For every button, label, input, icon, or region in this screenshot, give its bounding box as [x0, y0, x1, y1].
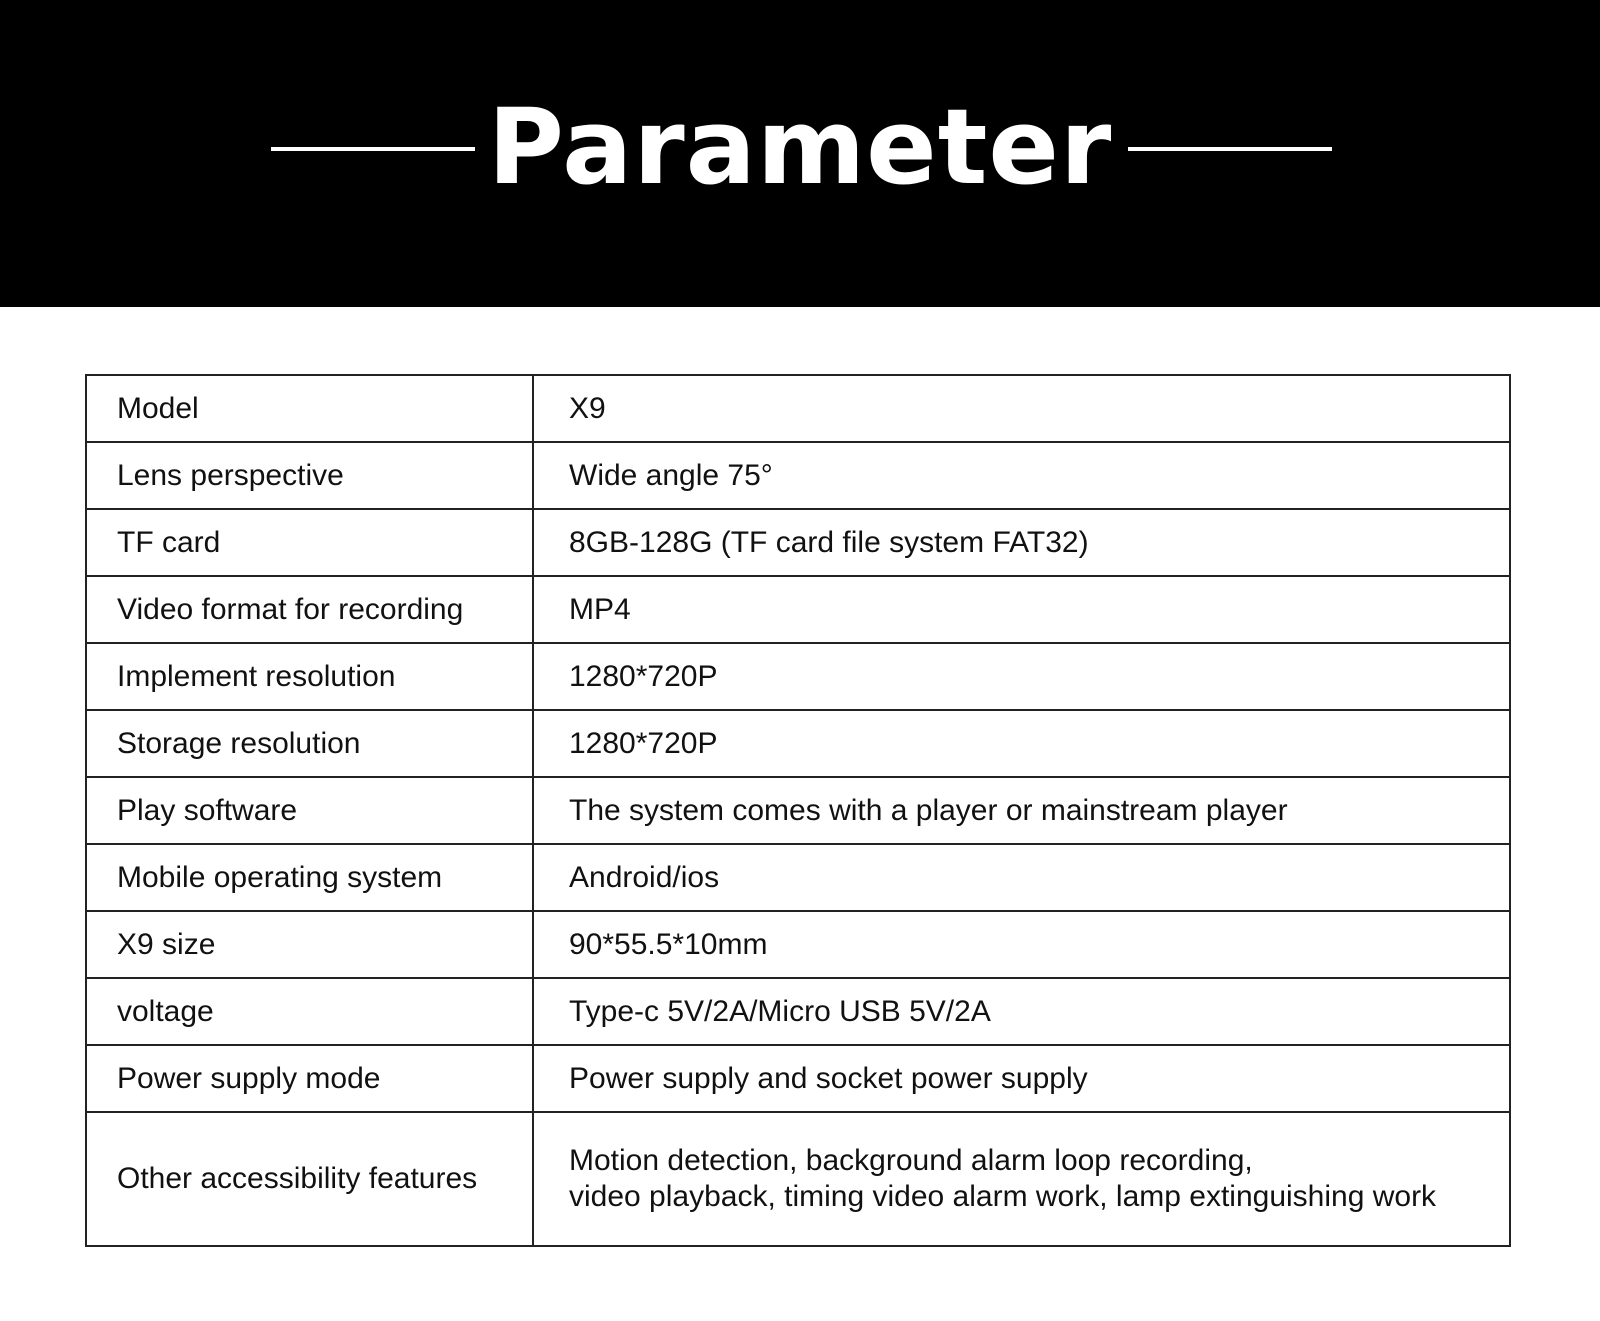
header-banner — [0, 0, 1600, 307]
param-value: Android/ios — [533, 844, 1510, 911]
param-name: Lens perspective — [86, 442, 533, 509]
title-divider-right — [1128, 147, 1332, 151]
param-value: 8GB-128G (TF card file system FAT32) — [533, 509, 1510, 576]
param-name: TF card — [86, 509, 533, 576]
table-row — [86, 911, 1510, 978]
param-value: 1280*720P — [533, 710, 1510, 777]
param-name: Model — [86, 375, 533, 442]
param-name: Storage resolution — [86, 710, 533, 777]
table-row — [86, 643, 1510, 710]
page-title: Parameter — [487, 86, 1113, 208]
param-value: Wide angle 75° — [533, 442, 1510, 509]
param-value-line: video playback, timing video alarm work, lamp extinguishing work — [569, 1180, 1437, 1213]
param-value: Power supply and socket power supply — [533, 1045, 1510, 1112]
param-value: 1280*720P — [533, 643, 1510, 710]
table-row — [86, 442, 1510, 509]
param-name: Implement resolution — [86, 643, 533, 710]
table-row — [86, 1112, 1510, 1246]
param-name: X9 size — [86, 911, 533, 978]
param-value: 90*55.5*10mm — [533, 911, 1510, 978]
table-row — [86, 777, 1510, 844]
table-row — [86, 375, 1510, 442]
title-divider-left — [271, 147, 475, 151]
param-value-line: Motion detection, background alarm loop recording, — [569, 1144, 1253, 1177]
table-row — [86, 1045, 1510, 1112]
parameter-table — [85, 374, 1511, 1247]
param-name: Video format for recording — [86, 576, 533, 643]
param-name: voltage — [86, 978, 533, 1045]
table-row — [86, 509, 1510, 576]
param-name: Mobile operating system — [86, 844, 533, 911]
param-value: The system comes with a player or mainstream player — [533, 777, 1510, 844]
table-row — [86, 576, 1510, 643]
param-name: Power supply mode — [86, 1045, 533, 1112]
param-value: X9 — [533, 375, 1510, 442]
table-row — [86, 844, 1510, 911]
param-value: MP4 — [533, 576, 1510, 643]
param-value: Type-c 5V/2A/Micro USB 5V/2A — [533, 978, 1510, 1045]
param-name: Other accessibility features — [86, 1112, 533, 1246]
param-name: Play software — [86, 777, 533, 844]
param-value — [533, 1112, 1510, 1246]
table-row — [86, 710, 1510, 777]
table-row — [86, 978, 1510, 1045]
